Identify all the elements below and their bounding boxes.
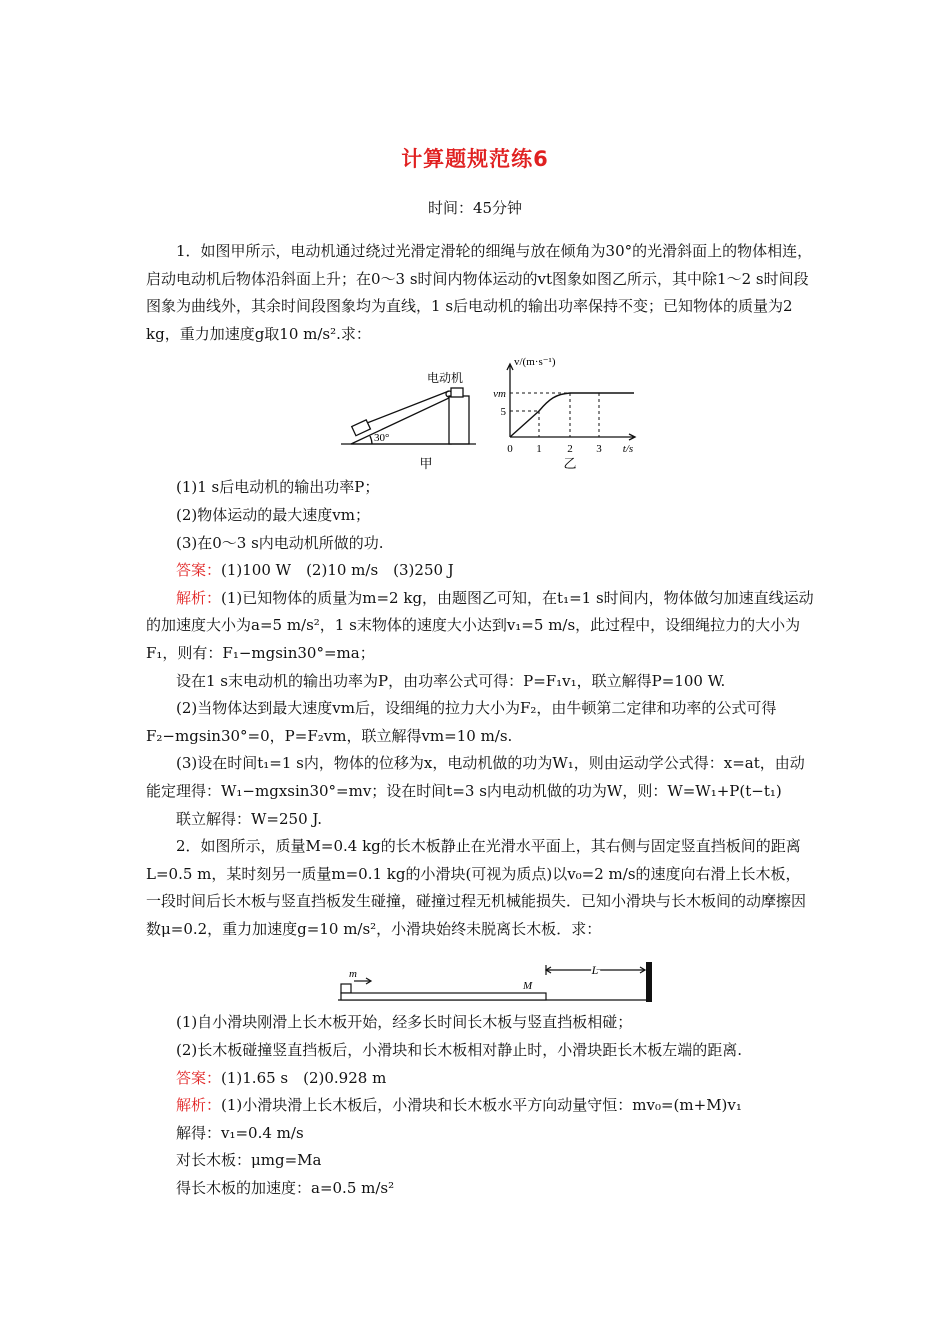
q1-analysis-5: 联立解得：W=250 J. [176,809,323,828]
vt-curve [510,393,634,437]
q2-analysis-3: 对长木板：μmg=Ma [176,1151,322,1170]
time-limit: 时间：45分钟 [427,199,523,217]
graph-origin-label: 0 [507,443,513,456]
q1-analysis-3: (2)当物体达到最大速度vm后，设细绳的拉力大小为F₂，由牛顿第二定律和功率的公式可得F₂−mgsin30°=0，P=F₂vm，联立解得vm=10 m/s. [146,699,777,745]
q1-analysis-label: 解析： [176,588,222,607]
q1-sub2: (2)物体运动的最大速度vm； [176,505,370,524]
graph-tick-1: 1 [536,443,542,456]
long-board [341,993,546,1000]
graph-vm-label: vm [493,388,506,401]
motor-label: 电动机 [426,371,464,386]
board-diagram [338,965,646,1000]
q2-figure [146,959,814,1005]
wall-barrier [646,962,652,1002]
vt-graph [507,364,635,440]
block-on-incline [352,420,371,436]
q1-analysis-2: 设在1 s末电动机的输出功率为P，由功率公式可得：P=F₁v₁，联立解得P=100 W. [176,671,726,690]
q2-analysis-1 [146,1092,814,1120]
figure-a-caption: 甲 [419,456,433,472]
L-label: L [591,963,599,978]
q2-analysis-2: 解得：v₁=0.4 m/s [176,1123,304,1142]
q1-answer [146,557,814,585]
q1-answer-text: (1)100 W (2)10 m/s (3)250 J [221,561,454,580]
graph-ylabel: v/(m·s⁻¹) [514,356,556,369]
motor-stand [449,396,469,444]
graph-tick-2: 2 [567,443,573,456]
q2-figure-svg [146,959,814,1005]
q2-answer-label: 答案： [176,1068,222,1087]
M-label: M [523,980,533,993]
q1-figure-svg [146,354,814,474]
incline-diagram [341,388,476,444]
q2-answer-text: (1)1.65 s (2)0.928 m [221,1068,387,1087]
figure-b-caption: 乙 [563,456,577,472]
q1-analysis-4: (3)设在时间t₁=1 s内，物体的位移为x，电动机做的功为W₁，则由运动学公式得：x=at，由动能定理得：W₁−mgxsin30°=mv；设在时间t=3 s内电动机做的功为W，则：W=W₁+P(t−t₁) [146,754,805,800]
document-body [146,238,814,1203]
q2-analysis-4: 得长木板的加速度：a=0.5 m/s² [176,1179,395,1198]
q2-stem: 2．如图所示，质量M=0.4 kg的长木板静止在光滑水平面上，其右侧与固定竖直挡板间的距离L=0.5 m，某时刻另一质量m=0.1 kg的小滑块(可视为质点)以v₀=2 m/s的速度向右滑上长木板，一段时间后长木板与竖直挡板发生碰撞，碰撞过程无机械能损失．已知小滑块与长木板间的动摩擦因数μ=0.2，重力加速度g=10 m/s²，小滑块始终未脱离长木板．求： [146,837,807,938]
m-label: m [349,968,357,981]
q2-sub1: (1)自小滑块刚滑上长木板开始，经多长时间长木板与竖直挡板相碰； [176,1013,633,1032]
graph-5-label: 5 [500,406,506,419]
q1-stem: 1．如图甲所示，电动机通过绕过光滑定滑轮的细绳与放在倾角为30°的光滑斜面上的物体相连，启动电动机后物体沿斜面上升；在0～3 s时间内物体运动的vt图象如图乙所示，其中除1～2 s时间段图象为曲线外，其余时间段图象均为直线，1 s后电动机的输出功率保持不变；已知物体的质量为2 kg，重力加速度g取10 m/s².求： [146,242,813,343]
page-title: 计算题规范练6 [401,147,549,171]
q1-analysis-text-1: (1)已知物体的质量为m=2 kg，由题图乙可知，在t₁=1 s时间内，物体做匀加速直线运动的加速度大小为a=5 m/s²，1 s末物体的速度大小达到v₁=5 m/s，此过程中，设细绳拉力的大小为F₁，则有：F₁−mgsin30°=ma； [146,588,814,662]
graph-xlabel: t/s [622,443,634,456]
q2-sub2: (2)长木板碰撞竖直挡板后，小滑块和长木板相对静止时，小滑块距长木板左端的距离. [176,1041,743,1060]
q2-analysis-text-1: (1)小滑块滑上长木板后，小滑块和长木板水平方向动量守恒：mv₀=(m+M)v₁ [221,1096,742,1115]
slider-block [341,984,351,993]
graph-tick-3: 3 [596,443,602,456]
q2-analysis-label: 解析： [176,1096,222,1115]
q1-sub3: (3)在0～3 s内电动机所做的功. [176,533,384,552]
q1-analysis-1 [146,585,814,668]
q2-answer [146,1065,814,1093]
motor-icon [451,388,463,397]
q1-answer-label: 答案： [176,561,222,580]
q1-sub1: (1)1 s后电动机的输出功率P； [176,478,380,497]
angle-label: 30° [374,432,390,445]
q1-figure [146,354,814,474]
